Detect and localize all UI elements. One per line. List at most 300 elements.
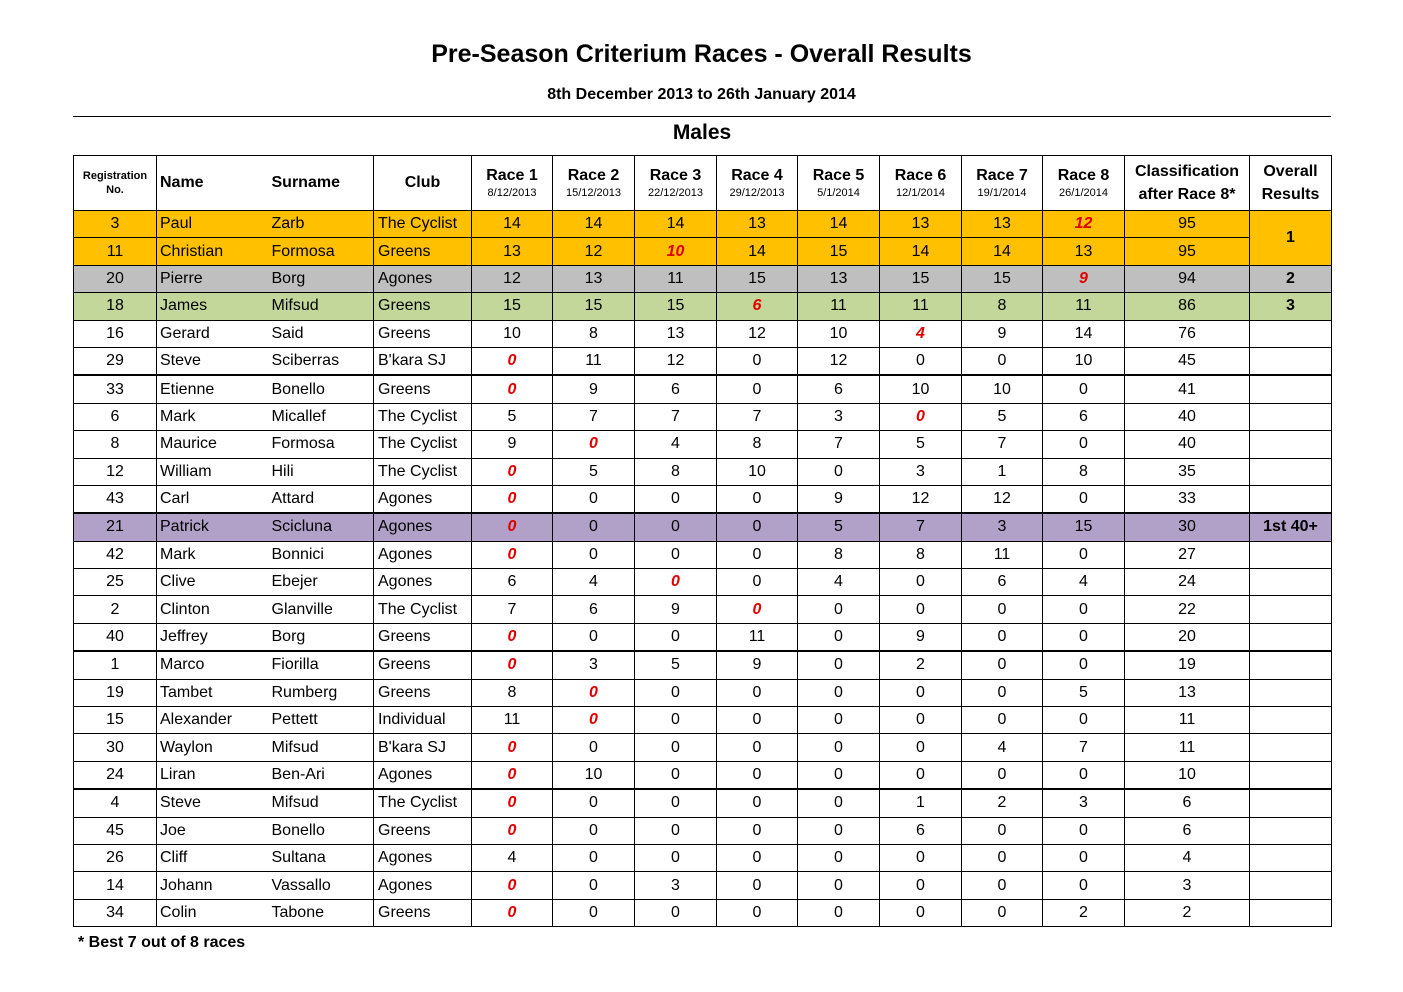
surname-cell: Mifsud <box>269 293 374 320</box>
classification-cell: 95 <box>1125 238 1250 265</box>
race-score-cell: 0 <box>798 458 880 485</box>
surname-cell: Borg <box>269 623 374 651</box>
race-score-cell: 6 <box>1043 403 1125 430</box>
race-score-cell: 0 <box>962 707 1043 734</box>
surname-cell: Said <box>269 320 374 347</box>
dropped-score-cell: 0 <box>472 623 553 651</box>
name-cell: Cliff <box>157 844 269 871</box>
surname-cell: Vassallo <box>269 872 374 899</box>
race-score-cell: 14 <box>962 238 1043 265</box>
race-score-cell: 6 <box>553 596 635 623</box>
classification-cell: 30 <box>1125 513 1250 541</box>
race-score-cell: 0 <box>798 679 880 706</box>
race-score-cell: 2 <box>880 651 962 679</box>
name-cell: Clinton <box>157 596 269 623</box>
race-score-cell: 0 <box>635 513 717 541</box>
race-score-cell: 3 <box>1043 789 1125 817</box>
overall-result-cell <box>1250 899 1332 926</box>
club-cell: Greens <box>374 238 472 265</box>
dropped-score-cell: 6 <box>717 293 798 320</box>
race-score-cell: 10 <box>553 761 635 789</box>
race-score-cell: 0 <box>553 734 635 761</box>
race-score-cell: 0 <box>1043 872 1125 899</box>
name-cell: Marco <box>157 651 269 679</box>
overall-result-cell <box>1250 707 1332 734</box>
classification-cell: 10 <box>1125 761 1250 789</box>
name-cell: Alexander <box>157 707 269 734</box>
race-score-cell: 0 <box>798 899 880 926</box>
race-score-cell: 0 <box>798 707 880 734</box>
race-score-cell: 11 <box>717 623 798 651</box>
race-score-cell: 0 <box>798 817 880 844</box>
results-table <box>73 155 1332 927</box>
race-score-cell: 0 <box>880 734 962 761</box>
classification-cell: 3 <box>1125 872 1250 899</box>
overall-result-cell <box>1250 541 1332 568</box>
overall-result-cell <box>1250 623 1332 651</box>
dropped-score-cell: 0 <box>880 403 962 430</box>
race-score-cell: 0 <box>717 789 798 817</box>
overall-result-cell: 2 <box>1250 265 1332 292</box>
race-score-cell: 0 <box>553 513 635 541</box>
race-score-cell: 15 <box>553 293 635 320</box>
registration-cell: 15 <box>74 707 157 734</box>
race-score-cell: 9 <box>635 596 717 623</box>
registration-cell: 21 <box>74 513 157 541</box>
surname-cell: Bonello <box>269 817 374 844</box>
race-score-cell: 1 <box>962 458 1043 485</box>
race-score-cell: 6 <box>880 817 962 844</box>
race-score-cell: 0 <box>798 789 880 817</box>
race-score-cell: 12 <box>798 347 880 375</box>
overall-result-cell <box>1250 458 1332 485</box>
page-title: Pre-Season Criterium Races - Overall Results <box>431 40 972 68</box>
race-score-cell: 10 <box>1043 347 1125 375</box>
dropped-score-cell: 0 <box>472 458 553 485</box>
race-score-cell: 9 <box>717 651 798 679</box>
race-score-cell: 9 <box>798 485 880 513</box>
surname-cell: Rumberg <box>269 679 374 706</box>
club-cell: Agones <box>374 265 472 292</box>
race-score-cell: 5 <box>553 458 635 485</box>
race-score-cell: 0 <box>717 569 798 596</box>
race-score-cell: 13 <box>717 211 798 238</box>
classification-cell: 11 <box>1125 734 1250 761</box>
race-score-cell: 0 <box>880 844 962 871</box>
race-score-cell: 6 <box>798 375 880 403</box>
classification-header: Classification after Race 8* <box>1125 156 1250 211</box>
result-row <box>74 375 1332 403</box>
surname-cell: Ben-Ari <box>269 761 374 789</box>
race-score-cell: 0 <box>798 761 880 789</box>
race-score-cell: 0 <box>962 347 1043 375</box>
race-score-cell: 5 <box>1043 679 1125 706</box>
dropped-score-cell: 0 <box>472 734 553 761</box>
dropped-score-cell: 4 <box>880 320 962 347</box>
result-row <box>74 513 1332 541</box>
overall-result-cell <box>1250 485 1332 513</box>
registration-cell: 12 <box>74 458 157 485</box>
race-score-cell: 4 <box>553 569 635 596</box>
club-cell: Agones <box>374 761 472 789</box>
overall-result-cell <box>1250 320 1332 347</box>
registration-cell: 25 <box>74 569 157 596</box>
overall-result-cell <box>1250 789 1332 817</box>
name-cell: William <box>157 458 269 485</box>
name-cell: Clive <box>157 569 269 596</box>
result-row <box>74 541 1332 568</box>
race-score-cell: 8 <box>553 320 635 347</box>
race-score-cell: 0 <box>553 541 635 568</box>
club-cell: Greens <box>374 320 472 347</box>
race-score-cell: 11 <box>1043 293 1125 320</box>
race-score-cell: 0 <box>553 817 635 844</box>
race-score-cell: 7 <box>553 403 635 430</box>
club-cell: Agones <box>374 485 472 513</box>
race-score-cell: 11 <box>635 265 717 292</box>
race-score-cell: 10 <box>717 458 798 485</box>
classification-cell: 22 <box>1125 596 1250 623</box>
dropped-score-cell: 0 <box>472 541 553 568</box>
classification-cell: 13 <box>1125 679 1250 706</box>
race-header-7: Race 7 19/1/2014 <box>962 156 1043 211</box>
registration-cell: 4 <box>74 789 157 817</box>
name-header: Name <box>157 156 269 211</box>
result-row <box>74 238 1332 265</box>
classification-cell: 95 <box>1125 211 1250 238</box>
race-score-cell: 15 <box>798 238 880 265</box>
race-score-cell: 0 <box>880 899 962 926</box>
race-score-cell: 0 <box>962 817 1043 844</box>
race-score-cell: 0 <box>635 623 717 651</box>
club-cell: The Cyclist <box>374 211 472 238</box>
race-score-cell: 7 <box>1043 734 1125 761</box>
surname-cell: Borg <box>269 265 374 292</box>
club-cell: Greens <box>374 817 472 844</box>
race-score-cell: 13 <box>472 238 553 265</box>
race-score-cell: 0 <box>962 844 1043 871</box>
name-cell: Steve <box>157 789 269 817</box>
race-score-cell: 10 <box>798 320 880 347</box>
race-score-cell: 8 <box>717 431 798 458</box>
overall-result-cell <box>1250 679 1332 706</box>
race-score-cell: 3 <box>635 872 717 899</box>
race-score-cell: 13 <box>798 265 880 292</box>
race-score-cell: 0 <box>1043 707 1125 734</box>
registration-cell: 33 <box>74 375 157 403</box>
race-score-cell: 11 <box>880 293 962 320</box>
race-score-cell: 0 <box>635 734 717 761</box>
race-header-1: Race 1 8/12/2013 <box>472 156 553 211</box>
result-row <box>74 707 1332 734</box>
race-score-cell: 9 <box>962 320 1043 347</box>
result-row <box>74 293 1332 320</box>
race-score-cell: 0 <box>880 347 962 375</box>
race-score-cell: 8 <box>635 458 717 485</box>
dropped-score-cell: 9 <box>1043 265 1125 292</box>
race-score-cell: 1 <box>880 789 962 817</box>
name-cell: Paul <box>157 211 269 238</box>
race-score-cell: 0 <box>717 679 798 706</box>
race-score-cell: 7 <box>635 403 717 430</box>
section-heading: Males <box>672 121 732 144</box>
registration-cell: 14 <box>74 872 157 899</box>
surname-cell: Sciberras <box>269 347 374 375</box>
result-row <box>74 872 1332 899</box>
race-score-cell: 12 <box>472 265 553 292</box>
classification-cell: 6 <box>1125 817 1250 844</box>
race-score-cell: 9 <box>880 623 962 651</box>
race-score-cell: 12 <box>717 320 798 347</box>
race-score-cell: 0 <box>717 817 798 844</box>
race-score-cell: 13 <box>635 320 717 347</box>
race-score-cell: 0 <box>635 761 717 789</box>
race-score-cell: 7 <box>880 513 962 541</box>
result-row <box>74 623 1332 651</box>
race-score-cell: 5 <box>472 403 553 430</box>
race-score-cell: 0 <box>798 734 880 761</box>
classification-cell: 94 <box>1125 265 1250 292</box>
race-score-cell: 0 <box>717 485 798 513</box>
surname-cell: Ebejer <box>269 569 374 596</box>
race-score-cell: 0 <box>717 375 798 403</box>
surname-cell: Formosa <box>269 431 374 458</box>
race-score-cell: 2 <box>1043 899 1125 926</box>
surname-cell: Attard <box>269 485 374 513</box>
club-cell: Greens <box>374 293 472 320</box>
dropped-score-cell: 0 <box>553 431 635 458</box>
overall-result-cell <box>1250 403 1332 430</box>
name-cell: Maurice <box>157 431 269 458</box>
race-score-cell: 15 <box>962 265 1043 292</box>
surname-cell: Mifsud <box>269 789 374 817</box>
race-score-cell: 0 <box>635 844 717 871</box>
surname-cell: Bonello <box>269 375 374 403</box>
race-score-cell: 14 <box>472 211 553 238</box>
race-score-cell: 10 <box>962 375 1043 403</box>
race-score-cell: 0 <box>717 872 798 899</box>
overall-result-cell <box>1250 347 1332 375</box>
race-score-cell: 3 <box>553 651 635 679</box>
club-cell: B'kara SJ <box>374 347 472 375</box>
race-score-cell: 11 <box>472 707 553 734</box>
race-score-cell: 7 <box>472 596 553 623</box>
race-score-cell: 13 <box>1043 238 1125 265</box>
registration-cell: 26 <box>74 844 157 871</box>
registration-cell: 18 <box>74 293 157 320</box>
classification-cell: 20 <box>1125 623 1250 651</box>
race-score-cell: 0 <box>1043 431 1125 458</box>
race-score-cell: 3 <box>880 458 962 485</box>
race-score-cell: 8 <box>962 293 1043 320</box>
club-cell: Agones <box>374 569 472 596</box>
race-score-cell: 0 <box>798 623 880 651</box>
classification-cell: 6 <box>1125 789 1250 817</box>
result-row <box>74 569 1332 596</box>
overall-result-cell: 1st 40+ <box>1250 513 1332 541</box>
race-header-4: Race 4 29/12/2013 <box>717 156 798 211</box>
result-row <box>74 265 1332 292</box>
race-score-cell: 12 <box>635 347 717 375</box>
race-score-cell: 0 <box>553 485 635 513</box>
race-score-cell: 0 <box>635 789 717 817</box>
dropped-score-cell: 0 <box>472 789 553 817</box>
registration-cell: 45 <box>74 817 157 844</box>
race-score-cell: 0 <box>717 347 798 375</box>
race-score-cell: 15 <box>472 293 553 320</box>
race-score-cell: 11 <box>962 541 1043 568</box>
race-score-cell: 0 <box>635 485 717 513</box>
surname-cell: Tabone <box>269 899 374 926</box>
overall-result-cell <box>1250 761 1332 789</box>
race-score-cell: 0 <box>717 541 798 568</box>
race-score-cell: 6 <box>472 569 553 596</box>
race-score-cell: 0 <box>880 761 962 789</box>
classification-cell: 11 <box>1125 707 1250 734</box>
registration-cell: 40 <box>74 623 157 651</box>
club-cell: The Cyclist <box>374 789 472 817</box>
race-score-cell: 0 <box>635 679 717 706</box>
club-cell: The Cyclist <box>374 596 472 623</box>
name-cell: Tambet <box>157 679 269 706</box>
race-score-cell: 0 <box>962 623 1043 651</box>
registration-cell: 30 <box>74 734 157 761</box>
name-cell: Christian <box>157 238 269 265</box>
race-score-cell: 11 <box>553 347 635 375</box>
race-score-cell: 10 <box>472 320 553 347</box>
club-cell: Greens <box>374 375 472 403</box>
club-cell: Agones <box>374 844 472 871</box>
result-row <box>74 485 1332 513</box>
name-cell: Mark <box>157 403 269 430</box>
race-score-cell: 14 <box>553 211 635 238</box>
race-score-cell: 0 <box>717 734 798 761</box>
name-cell: Carl <box>157 485 269 513</box>
classification-cell: 27 <box>1125 541 1250 568</box>
race-score-cell: 0 <box>880 569 962 596</box>
dropped-score-cell: 0 <box>472 347 553 375</box>
race-score-cell: 4 <box>635 431 717 458</box>
race-score-cell: 0 <box>962 679 1043 706</box>
name-cell: Jeffrey <box>157 623 269 651</box>
race-score-cell: 0 <box>962 899 1043 926</box>
surname-cell: Glanville <box>269 596 374 623</box>
dropped-score-cell: 0 <box>635 569 717 596</box>
club-cell: Agones <box>374 513 472 541</box>
dropped-score-cell: 10 <box>635 238 717 265</box>
race-score-cell: 7 <box>962 431 1043 458</box>
surname-cell: Sultana <box>269 844 374 871</box>
dropped-score-cell: 0 <box>553 679 635 706</box>
dropped-score-cell: 0 <box>472 817 553 844</box>
overall-result-cell <box>1250 817 1332 844</box>
registration-cell: 19 <box>74 679 157 706</box>
club-cell: Greens <box>374 623 472 651</box>
race-score-cell: 0 <box>798 651 880 679</box>
overall-result-cell <box>1250 872 1332 899</box>
registration-cell: 42 <box>74 541 157 568</box>
result-row <box>74 403 1332 430</box>
name-cell: Etienne <box>157 375 269 403</box>
overall-result-cell <box>1250 734 1332 761</box>
registration-cell: 29 <box>74 347 157 375</box>
registration-cell: 11 <box>74 238 157 265</box>
race-score-cell: 13 <box>962 211 1043 238</box>
registration-cell: 6 <box>74 403 157 430</box>
race-score-cell: 0 <box>717 761 798 789</box>
footnote: * Best 7 out of 8 races <box>78 934 246 951</box>
race-score-cell: 2 <box>962 789 1043 817</box>
race-score-cell: 15 <box>1043 513 1125 541</box>
race-score-cell: 0 <box>798 844 880 871</box>
race-score-cell: 0 <box>717 844 798 871</box>
race-score-cell: 4 <box>962 734 1043 761</box>
result-row <box>74 761 1332 789</box>
race-score-cell: 0 <box>717 707 798 734</box>
registration-cell: 43 <box>74 485 157 513</box>
race-score-cell: 0 <box>635 541 717 568</box>
classification-cell: 86 <box>1125 293 1250 320</box>
race-score-cell: 0 <box>962 872 1043 899</box>
classification-cell: 41 <box>1125 375 1250 403</box>
race-score-cell: 0 <box>1043 623 1125 651</box>
race-score-cell: 3 <box>962 513 1043 541</box>
race-score-cell: 12 <box>553 238 635 265</box>
race-score-cell: 9 <box>553 375 635 403</box>
name-cell: Liran <box>157 761 269 789</box>
race-score-cell: 14 <box>880 238 962 265</box>
name-cell: Johann <box>157 872 269 899</box>
surname-cell: Micallef <box>269 403 374 430</box>
registration-cell: 1 <box>74 651 157 679</box>
race-score-cell: 13 <box>553 265 635 292</box>
race-score-cell: 0 <box>717 513 798 541</box>
name-cell: Patrick <box>157 513 269 541</box>
race-header-8: Race 8 26/1/2014 <box>1043 156 1125 211</box>
classification-cell: 24 <box>1125 569 1250 596</box>
race-score-cell: 0 <box>1043 375 1125 403</box>
name-cell: Colin <box>157 899 269 926</box>
dropped-score-cell: 0 <box>472 899 553 926</box>
club-cell: Greens <box>374 899 472 926</box>
classification-cell: 40 <box>1125 431 1250 458</box>
race-score-cell: 9 <box>472 431 553 458</box>
race-score-cell: 0 <box>635 707 717 734</box>
race-score-cell: 12 <box>962 485 1043 513</box>
club-cell: Agones <box>374 541 472 568</box>
race-header-3: Race 3 22/12/2013 <box>635 156 717 211</box>
dropped-score-cell: 0 <box>553 707 635 734</box>
race-score-cell: 0 <box>1043 817 1125 844</box>
race-score-cell: 11 <box>798 293 880 320</box>
race-score-cell: 0 <box>553 872 635 899</box>
surname-cell: Fiorilla <box>269 651 374 679</box>
surname-header: Surname <box>269 156 374 211</box>
race-score-cell: 0 <box>1043 541 1125 568</box>
race-header-2: Race 2 15/12/2013 <box>553 156 635 211</box>
surname-cell: Zarb <box>269 211 374 238</box>
race-score-cell: 0 <box>880 707 962 734</box>
overall-results-header: Overall Results <box>1250 156 1332 211</box>
race-score-cell: 13 <box>880 211 962 238</box>
race-score-cell: 15 <box>717 265 798 292</box>
race-score-cell: 0 <box>962 651 1043 679</box>
race-score-cell: 0 <box>1043 485 1125 513</box>
race-score-cell: 0 <box>553 844 635 871</box>
surname-cell: Mifsud <box>269 734 374 761</box>
race-score-cell: 6 <box>635 375 717 403</box>
race-score-cell: 0 <box>635 817 717 844</box>
